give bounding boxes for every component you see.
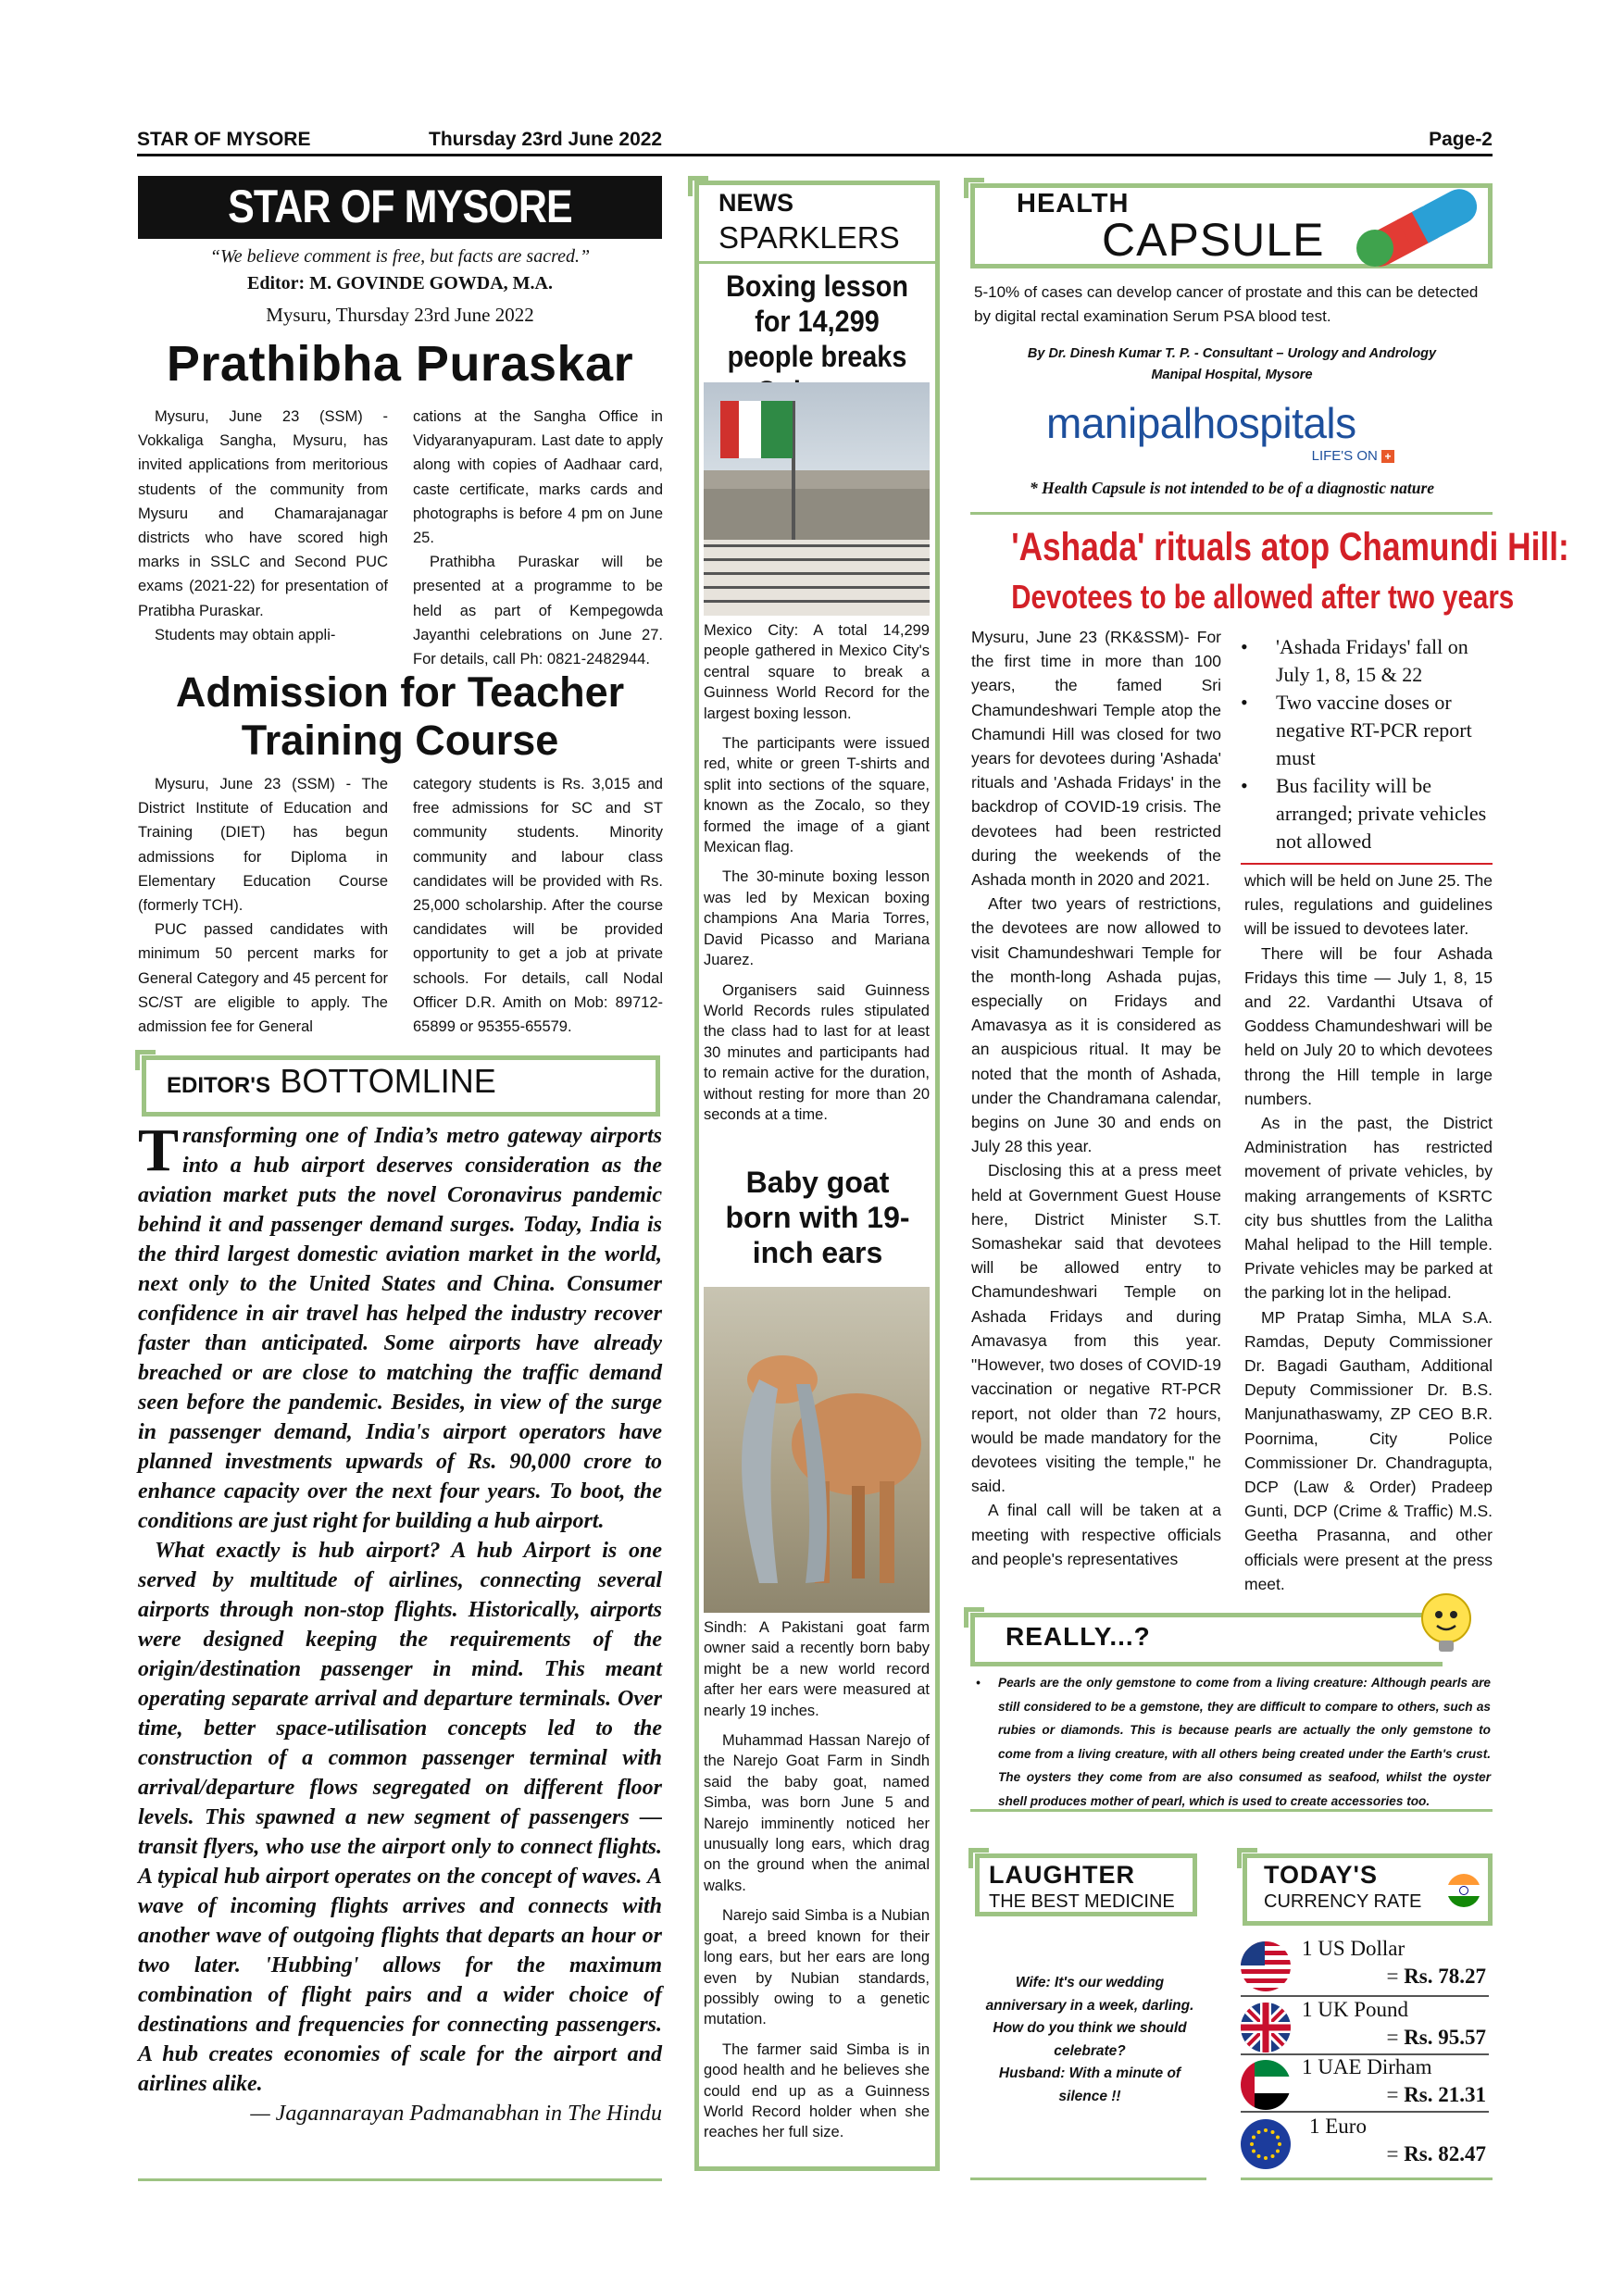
admission-col2-p1: category students is Rs. 3,015 and free admissions for SC and ST community students. Minority community and labour class candidates will be provided with Rs. 25,000 scholarship. After the course candidates will be provided opportunity to get a job at private schools. For details, call Nodal Officer D.R. Amith on Mob: 89712-65899 or 95355-65579. [413,776,663,1036]
health-text: 5-10% of cases can develop cancer of prostate and this can be detected by digital rectal examination Serum PSA blood test. [974,283,1479,325]
boxing-p1: Mexico City: A total 14,299 people gathered in Mexico City's central square to break a Guinness World Record for the largest boxing lesson. [704,622,930,722]
puraskar-col1-p1: Mysuru, June 23 (SSM) - Vokkaliga Sangha, Mysuru, has invited applications from meritorious students of the community from Mysuru and Chamarajanagar districts who have scored high marks in SSLC and Second PUC exams (2021-22) for presentation of Pratibha Puraskar. [138,408,388,619]
running-header-paper-name: STAR OF MYSORE [137,129,311,150]
health-tick [964,178,984,198]
goat-p4: The farmer said Simba is in good health and he believes she could end up as a Guinness World Record holder when she reaches her full size. [704,2040,930,2141]
rate-eur-name: 1 Euro [1309,2115,1367,2138]
news-label-bold: NEWS [718,189,793,217]
goat-p3: Narejo said Simba is a Nubian goat, a breed known for their long ears, but her ears are long even by Nubian standards, possibly owing to a genetic mutation. [704,1907,930,2028]
health-label-light: CAPSULE [1102,214,1325,266]
rate-divider-3 [1241,2111,1489,2113]
boxing-headline: Boxing lesson for 14,299 people breaks [726,269,908,373]
editors-para1 [138,1117,662,1536]
manipal-logo-part1: manipal [1046,399,1193,447]
health-byline-2: Manipal Hospital, Mysore [1151,368,1313,382]
puraskar-col2-p1: cations at the Sangha Office in Vidyaranyapuram. Last date to apply along with copies of Aadhaar card, caste certificate, marks cards and photographs is before 4 pm on June 25. [413,408,663,547]
really-bottom-rule [970,1809,1493,1812]
rate-gbp-value [1386,2026,1486,2050]
us-flag-icon [1241,1941,1291,1991]
ashada-bullet-rule [1241,863,1493,865]
ashada-bullets [1241,633,1493,855]
editors-para2: What exactly is hub airport? A hub Airport is one served by multitude of airlines, connecting several airports through non-stop flights. Historically, airports were designed keeping the requirements of the origin/destination passenger in mind. This meant operating separate arrival and departure terminals. Over time, better space-utilisation concepts led to the construction of a common passenger terminal with arrival/departure flows segregated on different floor levels. This spawned a new segment of passengers — transit flyers, who use the airport only to connect flights. A typical hub airport operates on the concept of waves. A wave of incoming flights arrives and connects with another wave of outgoing flights that departs an hour or two later. 'Hubbing' allows for the maximum combination of flight pairs and a wider choice of destinations and frequencies for connecting passengers. A hub creates economies of scale for the airport and airlines alike. [138,1539,662,2096]
ashada-bullet-1: • 'Ashada Fridays' fall on July 1, 8, 15 & 22 [1241,633,1493,689]
manipal-tagline-row [1312,448,1394,464]
boxing-photo [704,382,930,616]
health-label-bold: HEALTH [1017,189,1130,218]
really-text [974,1671,1491,1813]
currency-bottom-rule [1241,2177,1493,2180]
goat-body [704,1617,930,2143]
rate-usd-value [1386,1965,1486,1989]
ashada-col1-p3: Disclosing this at a press meet held at Government Guest House here, District Minister S.T. Somashekar said that devotees will be allowed entry to Chamundeshwari Temple on Ashada Fridays and during Amavasya from this year. "However, two doses of COVID-19 vaccination or negative RT-PCR report, not older than 72 hours, would be made mandatory for the devotees visiting the temple," he said. [971,1161,1221,1496]
running-header-date: Thursday 23rd June 2022 [429,129,663,150]
editors-credit: — Jagannarayan Padmanabhan in The Hindu [250,2102,662,2126]
joke-line-1: Wife: It's our wedding [1015,1975,1165,1990]
admission-headline-line2: Training Course [241,717,559,764]
running-header-page: Page-2 [1429,129,1493,150]
admission-headline-line1: Admission for Teacher [175,668,625,716]
ashada-col1 [971,625,1221,1571]
rate-row-gbp [1241,2000,1486,2055]
rate-row-eur [1241,2116,1486,2172]
editors-bottom-rule [138,2178,662,2181]
editors-drop-cap: T [138,1117,180,1184]
puraskar-col2 [413,405,663,671]
editors-label [167,1062,496,1108]
puraskar-col1-p2: Students may obtain appli- [155,626,336,643]
admission-col1-p2: PUC passed candidates with minimum 50 percent marks for General Category and 45 percent for SC/ST are eligible to apply. The admission fee for General [138,921,388,1036]
joke-line-4: celebrate? [1054,2042,1126,2059]
masthead-banner [138,176,662,239]
currency-label-bold: TODAY'S [1264,1861,1378,1889]
ashada-col2-p3: As in the past, the District Administration has restricted movement of private vehicles, by making arrangements of KSRTC city bus shuttles from the Lalitha Mahal helipad to the Hill temple. Private vehicles may be parked at the parking lot in the helipad. [1244,1114,1493,1303]
joke-line-6: silence !! [1058,2088,1121,2104]
rate-aed-amount: Rs. 21.31 [1404,2083,1486,2106]
rate-eur-amount: Rs. 82.47 [1404,2142,1486,2165]
editors-label-bold: EDITOR'S [167,1073,270,1098]
goat-headline: Baby goat born with 19-inch ears [725,1166,910,1269]
health-byline-1: By Dr. Dinesh Kumar T. P. - Consultant – Urology and Andrology [1027,346,1437,361]
boxing-p4: Organisers said Guinness World Records rules stipulated the class had to last for at least 30 minutes and participants had to remain active for the duration, without resting for more than 20 seconds at a time. [704,981,930,1123]
joke-line-3: How do you think we should [993,2020,1187,2037]
uae-flag-icon [1241,2060,1291,2110]
ashada-subhead: Devotees to be allowed after two years [1011,578,1515,616]
currency-label-light: CURRENCY RATE [1264,1891,1422,1912]
puraskar-col2-p2: Prathibha Puraskar will be presented at a programme to be held as part of Kempegowda Jayanthi celebrations on June 27. For details, call Ph: 0821-2482944. [413,554,663,668]
ashada-bullet-3: • Bus facility will be arranged; private vehicles not allowed [1241,772,1493,855]
joke-line-2: anniversary in a week, darling. [985,1997,1194,2014]
ashada-col1-p4: A final call will be taken at a meeting with respective officials and people's representatives [971,1501,1221,1568]
really-body: Pearls are the only gemstone to come from a living creature: Although pearls are still considered to be a gemstone, they are difficult to compare to others, such as rubies or diamonds. This is because pearls are actually the only gemstone to come from a living creature, with all others being created under the Earth's crust. The oysters they come from are also consumed as seafood, whilst the oyster shell produces mother of pearl, which is used to create accessories too. [998,1676,1491,1808]
goat-p1: Sindh: A Pakistani goat farm owner said a recently born baby might be a new world record after her ears were measured at nearly 19 inches. [704,1619,930,1719]
manipal-logo [1046,398,1417,472]
currency-tick [1237,1848,1257,1868]
rate-usd-eq: = [1386,1965,1405,1988]
masthead-title: STAR OF MYSORE [228,181,572,232]
really-tick [964,1607,984,1628]
goat-photo-svg [704,1287,930,1613]
rate-row-usd [1241,1939,1486,1994]
laughter-bottom-rule [970,2177,1206,2180]
uk-flag-icon [1241,2003,1291,2053]
editors-label-light: BOTTOMLINE [280,1062,496,1100]
editors-para1-text: ransforming one of India’s metro gateway airports into a hub airport deserves consideration as the aviation market puts the novel Coronavirus pandemic behind it and passenger demand surges. Today, India is the third largest domestic aviation market in the world, next only to the United States and China. Consumer confidence in air travel has helped the industry recover faster than anticipated. Some airports have already breached or are close to matching the traffic demand seen before the pandemic. Besides, in view of the surge in passenger demand, India's airport operators have planned investments upwards of Rs. 90,000 crore to enhance capacity over the next four years. To boot, the conditions are just right for building a hub airport. [138,1124,662,1533]
rate-gbp-eq: = [1386,2026,1405,2049]
laughter-joke [965,1972,1215,2109]
goat-p2: Muhammad Hassan Narejo of the Narejo Goat Farm in Sindh said the baby goat, named Simba, was born June 5 and Narejo imminently noticed her unusually long ears, which drag on the ground when the animal walks. [704,1732,930,1894]
admission-col1-p1: Mysuru, June 23 (SSM) - The District Institute of Education and Training (DIET) has begun admissions for Diploma in Elementary Education Course (formerly TCH). [138,776,388,915]
news-label-light: SPARKLERS [718,220,900,255]
header-divider [137,154,1493,156]
news-header-rule [699,261,935,264]
ashada-col1-p1: Mysuru, June 23 (RK&SSM)- For the first time in more than 100 years, the famed Sri Chamundeshwari Temple atop the Chamundi Hill was closed for two years for devotees during 'Ashada' rituals and 'Ashada Fridays' in the backdrop of COVID-19 crisis. The devotees had been restricted during the weekends of the Ashada month in 2020 and 2021. [971,628,1221,890]
rate-aed-eq: = [1386,2083,1405,2106]
puraskar-headline: Prathibha Puraskar [166,336,634,392]
running-header [137,129,1493,162]
lightbulb-mascot-icon [1409,1585,1483,1659]
ashada-headline: 'Ashada' rituals atop Chamundi Hill: [1011,525,1569,569]
manipal-logo-part2: hospitals [1192,399,1356,447]
rate-gbp-amount: Rs. 95.57 [1404,2026,1486,2049]
masthead-editor: Editor: M. GOVINDE GOWDA, M.A. [247,273,553,293]
boxing-p2: The participants were issued red, white or green T-shirts and split into sections of the square, known as the Zocalo, so they formed the image of a giant Mexican flag. [704,735,930,856]
news-tick [688,176,708,196]
laughter-label-bold: LAUGHTER [989,1861,1135,1889]
goat-photo [704,1287,930,1613]
india-flag-icon [1447,1874,1480,1907]
admission-col1 [138,772,388,1039]
health-disclaimer: * Health Capsule is not intended to be of a diagnostic nature [1029,479,1435,497]
ashada-col2 [1244,868,1493,1596]
laughter-tick [968,1848,989,1868]
editors-body [138,1117,662,2128]
ashada-col1-p2: After two years of restrictions, the devotees are now allowed to visit Chamundeshwari Temple for the month-long Ashada pujas, especially on Fridays and Amavasya as it is considered as an auspicious ritual. It may be noted that the month of Ashada, under the Chandramana calendar, begins on June 30 and ends on July 28 this year. [971,894,1221,1156]
joke-line-5: Husband: With a minute of [998,2065,1181,2082]
really-label: REALLY...? [1006,1622,1151,1651]
health-bottom-rule [970,512,1493,515]
admission-col2 [413,772,663,1039]
rate-aed-value [1386,2083,1486,2107]
boxing-body [704,620,930,1125]
editors-label-tick [135,1050,156,1070]
masthead-motto: “We believe comment is free, but facts are sacred.” [209,246,591,267]
boxing-p3: The 30-minute boxing lesson was led by Mexican boxing champions Ana Maria Torres, David Picasso and Mariana Juarez. [704,868,930,969]
rate-divider-1 [1241,1995,1489,1997]
eu-flag-icon [1241,2119,1291,2169]
masthead-dateline: Mysuru, Thursday 23rd June 2022 [266,304,534,326]
rate-aed-name: 1 UAE Dirham [1302,2055,1432,2078]
ashada-col2-p1: which will be held on June 25. The rules, regulations and guidelines will be issued to devotees later. [1244,871,1493,939]
rate-row-aed [1241,2057,1486,2113]
rate-eur-eq: = [1386,2142,1405,2165]
capsule-pill-icon [1347,183,1495,268]
manipal-tagline: LIFE'S ON [1311,448,1378,464]
laughter-label-light: THE BEST MEDICINE [989,1891,1175,1912]
puraskar-col1 [138,405,388,647]
rate-usd-name: 1 US Dollar [1302,1937,1405,1960]
boxing-photo-svg [704,382,930,616]
rate-usd-amount: Rs. 78.27 [1404,1965,1486,1988]
rate-gbp-name: 1 UK Pound [1302,1998,1409,2021]
ashada-col2-p4: MP Pratap Simha, MLA S.A. Ramdas, Deputy Commissioner Dr. Bagadi Gautham, Additional Deputy Commissioner Dr. B.S. Manjunathaswamy, ZP CEO B.R. Poornima, City Police Commissioner Dr. Chandragupta, DCP (Law & Order) Pradeep Gunti, DCP (Crime & Traffic) M.S. Geetha Prasanna, and other officials were present at the press meet. [1244,1307,1493,1593]
ashada-col2-p2: There will be four Ashada Fridays this time — July 1, 8, 15 and 22. Vardanthi Utsava of Goddess Chamundeshwari will be held on July 20 to which devotees throng the Hill temple in large numbers. [1244,943,1493,1108]
ashada-bullet-2: • Two vaccine doses or negative RT-PCR report must [1241,689,1493,772]
rate-eur-value [1386,2142,1486,2166]
manipal-plus-icon: + [1381,450,1394,463]
really-bullet-icon: • [976,1676,981,1690]
